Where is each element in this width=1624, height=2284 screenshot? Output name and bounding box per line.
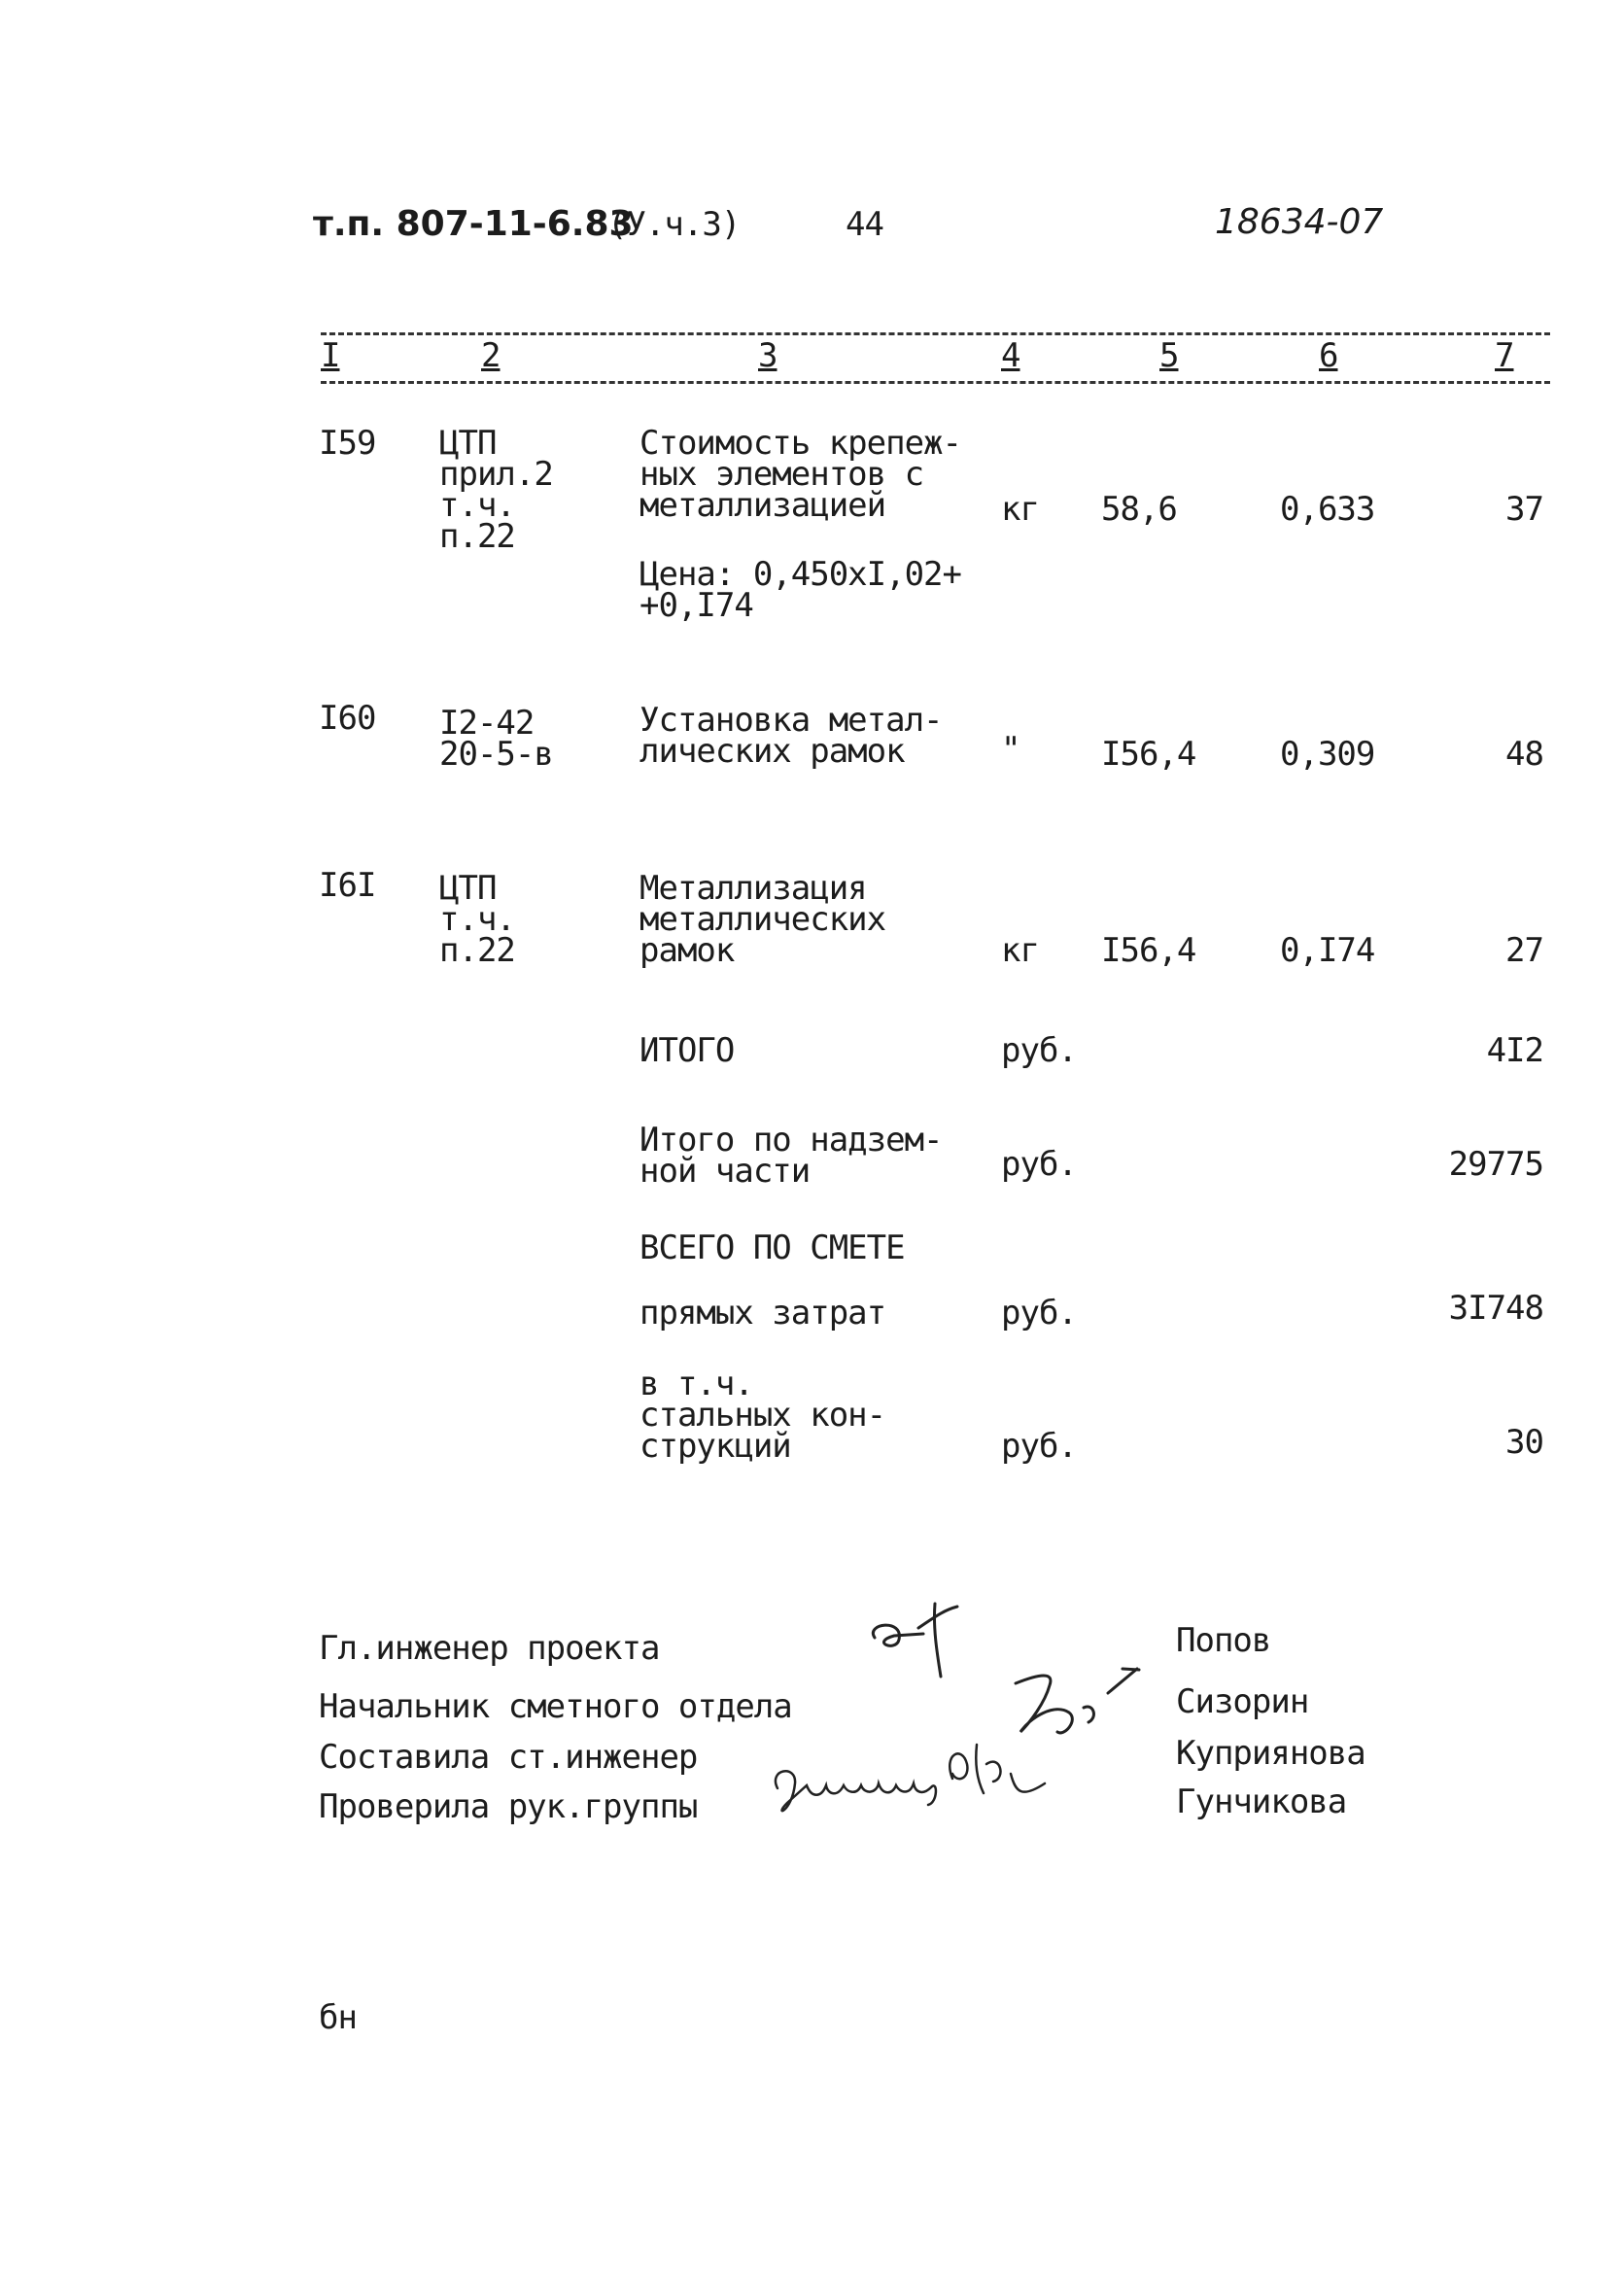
price-note: Цена: 0,450хI,02+ +0,I74 [639,555,961,625]
signer-role: Гл.инженер проекта [319,1629,660,1668]
totals-label: ИТОГО [639,1031,735,1070]
unit: кг [1001,490,1039,529]
volume-label: (У.ч.3) [607,205,741,244]
totals-label: ВСЕГО ПО СМЕТЕ [639,1229,905,1267]
row-number: I6I [319,866,376,905]
signer-role: Составила ст.инженер [319,1738,698,1777]
totals-label: прямых затрат [639,1294,886,1332]
totals-unit: руб. [1001,1294,1077,1332]
work-description: Металлизация металлических рамок [639,869,886,970]
unit-price: 0,I74 [1280,931,1375,970]
unit: " [1001,730,1020,769]
totals-value: 29775 [1448,1145,1543,1184]
totals-unit: руб. [1001,1145,1077,1184]
page-number: 44 [846,205,883,244]
signer-name: Гунчикова [1176,1782,1347,1821]
totals-unit: руб. [1001,1031,1077,1070]
unit: кг [1001,931,1039,970]
unit-price: 0,309 [1280,735,1375,774]
column-header: 2 [481,336,501,375]
totals-label: Итого по надзем- ной части [639,1121,943,1191]
column-header: 4 [1001,336,1020,375]
work-description: Стоимость крепеж- ных элементов с металлизацией [639,424,961,525]
totals-value: 30 [1505,1423,1543,1462]
handwritten-signature [768,1725,1069,1842]
norm-code: I2-42 20-5-в [439,704,553,774]
totals-value: 4I2 [1486,1031,1543,1070]
header-rule-top [321,332,1550,335]
norm-code: ЦТП прил.2 т.ч. п.22 [439,424,553,556]
column-header: 7 [1495,336,1514,375]
total-cost: 27 [1505,931,1543,970]
signer-name: Попов [1176,1621,1271,1660]
work-description: Установка метал- лических рамок [639,701,943,771]
signer-role: Проверила рук.группы [319,1787,698,1826]
total-cost: 37 [1505,490,1543,529]
column-header: I [321,336,340,375]
total-cost: 48 [1505,735,1543,774]
signer-name: Куприянова [1176,1734,1365,1773]
quantity: I56,4 [1101,735,1196,774]
row-number: I59 [319,424,376,463]
handwritten-signature [865,1599,991,1686]
row-number: I60 [319,699,376,738]
header-rule-bottom [321,381,1550,384]
footer-mark: бн [319,1998,357,2037]
column-header: 3 [758,336,777,375]
inventory-number: 18634-07 [1215,202,1384,242]
quantity: 58,6 [1101,490,1177,529]
totals-label: в т.ч. стальных кон- струкций [639,1365,886,1466]
totals-value: 3I748 [1448,1289,1543,1328]
unit-price: 0,633 [1280,490,1375,529]
document-code: т.п. 807-11-6.83 [313,204,634,244]
totals-unit: руб. [1001,1427,1077,1466]
norm-code: ЦТП т.ч. п.22 [439,869,515,970]
signer-name: Сизорин [1176,1682,1309,1721]
quantity: I56,4 [1101,931,1196,970]
column-header: 5 [1159,336,1179,375]
column-header: 6 [1319,336,1338,375]
signer-role: Начальник сметного отдела [319,1687,792,1726]
